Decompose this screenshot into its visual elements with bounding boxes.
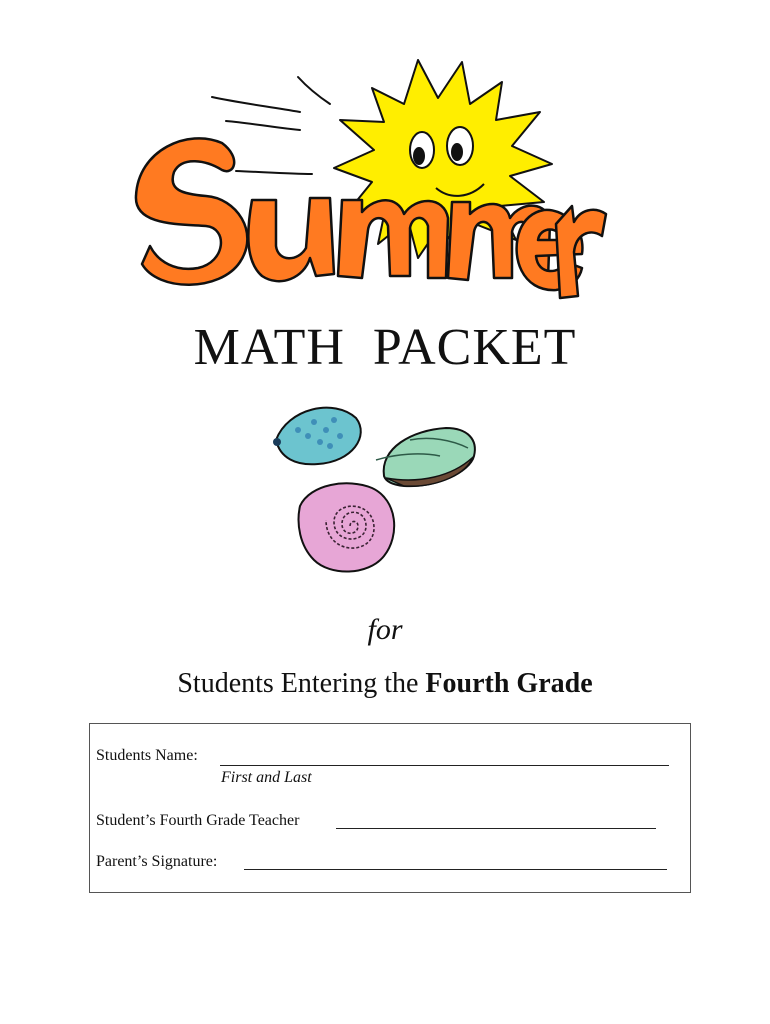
name-label: Students Name: [96,747,198,764]
page-title: MATH PACKET [193,319,577,376]
for-text: for [367,613,403,646]
signature-field[interactable] [244,869,667,870]
green-shell-icon [376,428,475,486]
teacher-label: Student’s Fourth Grade Teacher [96,812,300,829]
pink-spiral-shell-icon [299,483,395,571]
name-field[interactable] [220,765,669,766]
signature-label: Parent’s Signature: [96,853,218,870]
subtitle [0,668,770,700]
name-hint: First and Last [221,769,312,786]
teacher-field[interactable] [336,828,656,829]
student-info-box [89,723,691,893]
grade-text: Fourth Grade [425,668,593,699]
blue-shell-icon [273,408,361,465]
subtitle-prefix: Students Entering the [177,668,426,699]
